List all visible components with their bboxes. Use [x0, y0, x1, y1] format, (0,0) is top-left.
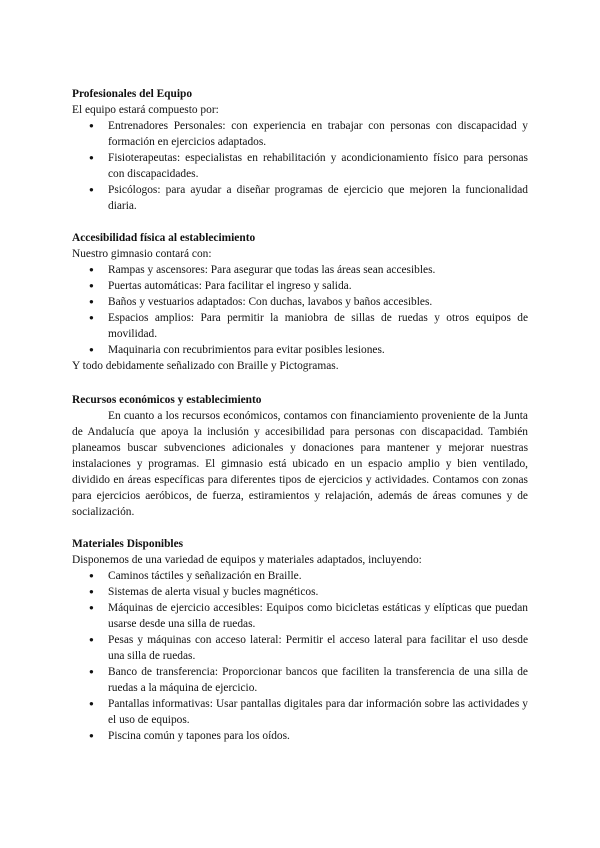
list-item: ● Entrenadores Personales: con experiencia en trabajar con personas con discapacidad y formación en ejercicios adaptados.: [108, 118, 528, 150]
section-accesibilidad: [72, 230, 528, 374]
list-item: ● Piscina común y tapones para los oídos.: [108, 728, 528, 744]
section-recursos: [72, 392, 528, 520]
section-intro: Disponemos de una variedad de equipos y materiales adaptados, incluyendo:: [72, 554, 422, 566]
section-materiales: [72, 536, 528, 744]
section-outro: Y todo debidamente señalizado con Braille y Pictogramas.: [72, 360, 339, 372]
list-item: ● Maquinaria con recubrimientos para evitar posibles lesiones.: [108, 342, 528, 358]
list-item: ● Pesas y máquinas con acceso lateral: Permitir el acceso lateral para facilitar el uso desde una silla de ruedas.: [108, 632, 528, 664]
section-title: Materiales Disponibles: [72, 538, 184, 550]
section-intro: Nuestro gimnasio contará con:: [72, 248, 212, 260]
list-item: ● Rampas y ascensores: Para asegurar que todas las áreas sean accesibles.: [108, 262, 528, 278]
bullet-list: [72, 262, 528, 358]
list-item: ● Banco de transferencia: Proporcionar bancos que faciliten la transferencia de una silla de ruedas a la máquina de ejercicio.: [108, 664, 528, 696]
bullet-list: [72, 568, 528, 744]
section-equipo: [72, 86, 528, 214]
section-intro: El equipo estará compuesto por:: [72, 104, 219, 116]
list-item: ● Espacios amplios: Para permitir la maniobra de sillas de ruedas y otros equipos de movilidad.: [108, 310, 528, 342]
section-paragraph: En cuanto a los recursos económicos, contamos con financiamiento proveniente de la Junta de Andalucía que apoya la inclusión y accesibilidad para personas con discapacidad. También planeamos buscar subvenciones adicionales y donaciones para mantener y mejorar nuestras instalaciones y programas. El gimnasio está ubicado en un espacio amplio y bien ventilado, dividido en áreas específicas para diferentes tipos de ejercicios y actividades. Contamos con zonas para ejercicios aeróbicos, de fuerza, estiramientos y relajación, además de áreas comunes y de socialización.: [72, 410, 528, 518]
list-item: ● Puertas automáticas: Para facilitar el ingreso y salida.: [108, 278, 528, 294]
list-item: ● Fisioterapeutas: especialistas en rehabilitación y acondicionamiento físico para personas con discapacidades.: [108, 150, 528, 182]
list-item: ● Psicólogos: para ayudar a diseñar programas de ejercicio que mejoren la funcionalidad diaria.: [108, 182, 528, 214]
list-item: ● Baños y vestuarios adaptados: Con duchas, lavabos y baños accesibles.: [108, 294, 528, 310]
section-title: Profesionales del Equipo: [72, 88, 193, 100]
section-title: Recursos económicos y establecimiento: [72, 394, 262, 406]
list-item: ● Máquinas de ejercicio accesibles: Equipos como bicicletas estáticas y elípticas que puedan usarse desde una silla de ruedas.: [108, 600, 528, 632]
list-item: ● Sistemas de alerta visual y bucles magnéticos.: [108, 584, 528, 600]
bullet-list: [72, 118, 528, 214]
list-item: ● Caminos táctiles y señalización en Braille.: [108, 568, 528, 584]
section-title: Accesibilidad física al establecimiento: [72, 232, 256, 244]
list-item: ● Pantallas informativas: Usar pantallas digitales para dar información sobre las actividades y el uso de equipos.: [108, 696, 528, 728]
